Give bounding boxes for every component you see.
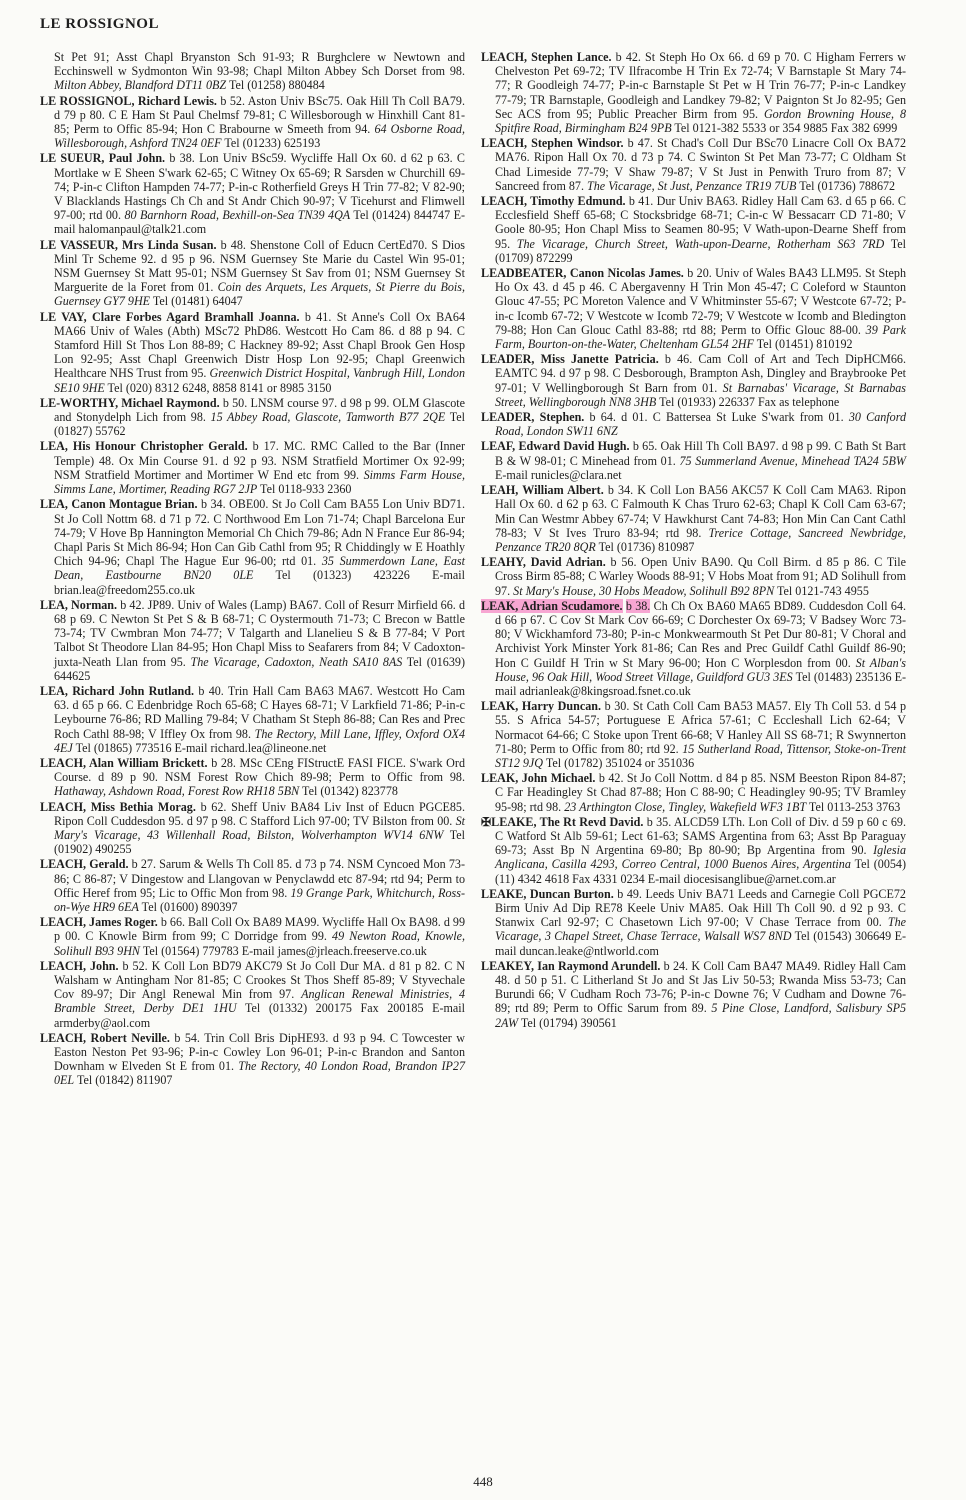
entry-address: 49 Newton Road, Knowle, Solihull B93 9HN bbox=[54, 929, 465, 958]
entry-address: Trerice Cottage, Sancreed Newbridge, Penzance TR20 8QR bbox=[495, 525, 906, 554]
directory-entry bbox=[481, 483, 906, 554]
entry-career: b 41. St Anne's Coll Ox BA64 MA66 Univ of Wales (Abth) MSc72 PhD86. Westcott Ho Cam 86. d 88 p 94. C Stamford Hill St Thos Lon 88-89; C Hackney 89-92; Asst Chapl Brook Gen Hosp Lon 92-95; Asst Chapl Greenwich Distr Hosp Lon 92-95; Chapl Greenwich Healthcare NHS Trust from 95. bbox=[54, 309, 465, 381]
entry-address: Greenwich District Hospital, Vanbrugh Hill, London SE10 9HE bbox=[54, 366, 465, 395]
entry-contact: Tel (01424) 844747 E-mail halomanpaul@talk21.com bbox=[54, 208, 465, 237]
entry-address: The Rectory, 40 London Road, Brandon IP27 0EL bbox=[54, 1059, 465, 1088]
running-head: LE ROSSIGNOL bbox=[40, 16, 159, 32]
entry-address: Gordon Browning House, 8 Spitfire Road, Birmingham B24 9PB bbox=[495, 106, 906, 136]
directory-entry bbox=[40, 238, 465, 309]
entry-career: b 38. Lon Univ BSc59. Wycliffe Hall Ox 60. d 62 p 63. C Mortlake w E Sheen S'wark 62-65; C Witney Ox 65-69; R Sarsden w Churchill 69-74; P-in-c Clifton Hampden 74-77; P-in-c Rotherfield Greys H Trin 77-82; V 82-90; V Blacklands Hastings Ch Ch and St Andr Chich 90-97; V Ticehurst and Flimwell 97-00; rtd 00. bbox=[54, 151, 465, 223]
entry-name: LEADER, Stephen. bbox=[481, 410, 585, 425]
directory-entry bbox=[40, 756, 465, 799]
entry-name: LE VAY, Clare Forbes Agard Bramhall Joanna. bbox=[40, 309, 300, 324]
directory-entry bbox=[40, 857, 465, 914]
entry-name: LEACH, Stephen Lance. bbox=[481, 50, 612, 64]
entry-contact: Tel 0121-743 4955 bbox=[777, 583, 869, 598]
entry-career: b 52. Aston Univ BSc75. Oak Hill Th Coll BA79. d 79 p 80. C E Ham St Paul Chelmsf 79-81; C Willesborough w Hinxhill Cant 81-85; Perm to Offic 85-94; Hon C Brabourne w Smeeth from 94. bbox=[54, 93, 465, 137]
entry-name: LEAHY, David Adrian. bbox=[481, 555, 606, 570]
entry-contact: Tel (01564) 779783 E-mail james@jrleach.freeserve.co.uk bbox=[142, 943, 427, 958]
entry-name: LE ROSSIGNOL, Richard Lewis. bbox=[40, 93, 217, 108]
entry-address: Coin des Arquets, Les Arquets, St Pierre du Bois, Guernsey GY7 9HE bbox=[54, 280, 465, 309]
entry-career: b 27. Sarum & Wells Th Coll 85. d 73 p 74. NSM Cyncoed Mon 73-86; C 86-87; V Dingestow and Llangovan w Penyclawdd etc 87-94; rtd 94; Perm to Offic Heref from 95; Lic to Offic Mon from 98. bbox=[54, 857, 465, 900]
left-column bbox=[40, 50, 465, 1089]
entry-career: b 66. Ball Coll Ox BA89 MA99. Wycliffe Hall Ox BA98. d 99 p 00. C Knowle Birm from 99; C Dorridge from 99. bbox=[54, 915, 466, 944]
directory-entry bbox=[40, 310, 465, 395]
entry-name: LEA, Norman. bbox=[40, 597, 118, 612]
entry-name: LEADER, Miss Janette Patricia. bbox=[481, 352, 659, 367]
entry-career: b 40. Trin Hall Cam BA63 MA67. Westcott Ho Cam 63. d 65 p 66. C Edenbridge Roch 65-68; C Hayes 68-71; V Larkfield 71-86; P-in-c Leybourne 76-86; RD Malling 79-84; V Chatham St Steph 86-88; Can Res and Prec Roch Cathl 88-98; V Iffley Ox from 98. bbox=[54, 683, 465, 741]
entry-contact: Tel (01639) 644625 bbox=[54, 654, 465, 683]
entry-name: LEAF, Edward David Hugh. bbox=[481, 439, 630, 454]
entry-career: b 30. St Cath Coll Cam BA53 MA57. Ely Th Coll 53. d 54 p 55. S Africa 54-57; Portuguese E Africa 57-61; C Eccleshall Lich 62-64; V Normacot 64-66; C Stoke upon Trent 66-68; V Hanley All SS 68-71; R Swynnerton 71-80; Perm to Offic from 80; rtd 92. bbox=[495, 699, 906, 756]
directory-entry bbox=[481, 815, 906, 886]
entry-address: Anglican Renewal Ministries, 4 Bramble Street, Derby DE1 1HU bbox=[54, 987, 465, 1016]
directory-entry bbox=[481, 136, 906, 193]
entry-contact: Tel (0054) (11) 4342 4618 Fax 4331 0234 E-mail diocesisanglibue@arnet.com.ar bbox=[495, 857, 906, 886]
entry-address: 23 Arthington Close, Tingley, Wakefield WF3 1BT bbox=[564, 799, 807, 814]
entry-career: b 42. St Steph Ho Ox 66. d 69 p 70. C Higham Ferrers w Chelveston Pet 69-72; TV Ilfracombe H Trin Ex 72-74; V Barnstaple St Mary 74-77; R Goodleigh 74-77; P-in-c Barnstaple St Pet w H Trin 76-77; P-in-c Landkey 77-79; TR Barnstaple, Goodleigh and Landkey 79-82; V Paignton St Jo 82-95; Gen Sec ACS from 95; Public Preacher Birm from 95. bbox=[495, 50, 907, 121]
entry-contact: Tel (01258) 880484 bbox=[228, 78, 325, 93]
entry-name: LE-WORTHY, Michael Raymond. bbox=[40, 395, 220, 410]
entry-name: ✠LEAKE, The Rt Revd David. bbox=[481, 814, 644, 829]
entry-address: St Mary's House, 30 Hobs Meadow, Solihull B92 8PN bbox=[513, 583, 775, 598]
directory-entry bbox=[481, 599, 906, 698]
entry-name: LEAK, John Michael. bbox=[481, 771, 596, 786]
entry-contact: Tel (01483) 235136 E-mail adrianleak@8kingsroad.fsnet.co.uk bbox=[495, 669, 906, 698]
entry-career: b 42. JP89. Univ of Wales (Lamp) BA67. Coll of Resurr Mirfield 66. d 68 p 69. C Newton St Pet S & B 68-71; C Oystermouth 71-73; C Brecon w Battle 73-74; TV Cwmbran Mon 74-77; V Talgarth and Llanelieu S & B 77-84; V Port Talbot St Theodore Llan 84-95; Hon Chapl Miss to Seafarers from 84; V Cadoxton-juxta-Neath Llan from 95. bbox=[54, 597, 465, 669]
directory-entry bbox=[481, 959, 906, 1030]
entry-name: LE SUEUR, Paul John. bbox=[40, 151, 166, 166]
entry-address: St Alban's House, 96 Oak Hill, Wood Street Village, Guildford GU3 3ES bbox=[495, 655, 906, 684]
entry-career: b 49. Leeds Univ BA71 Leeds and Carnegie Coll PGCE72 Birm Univ Ad Dip RE78 Keele Univ MA85. Oak Hill Th Coll 90. d 92 p 93. C Stanwix Carl 92-97; C Chasetown Lich 97-00; V Chase Terrace from 00. bbox=[495, 886, 906, 930]
entry-career: b 48. Shenstone Coll of Educn CertEd70. S Dios Minl Tr Scheme 92. d 95 p 96. NSM Guernsey Ste Marie du Castel Win 95-01; NSM Guernsey St Matt 95-01; NSM Guernsey St Sav from 01; NSM Guernsey St Marguerite de la Foret from 01. bbox=[54, 237, 465, 295]
entry-contact: Tel (01233) 625193 bbox=[224, 136, 321, 151]
entry-contact: Tel (01709) 872299 bbox=[495, 236, 906, 265]
entry-career: b 54. Trin Coll Bris DipHE93. d 93 p 94. C Towcester w Easton Neston Pet 93-96; P-in-c Cowley Lon 96-01; P-in-c Brandon and Santon Downham w Elveden St E from 01. bbox=[54, 1030, 466, 1074]
directory-entry bbox=[481, 555, 906, 598]
entry-name: LEACH, Robert Neville. bbox=[40, 1030, 170, 1045]
entry-career: b 17. MC. RMC Called to the Bar (Inner Temple) 48. Ox Min Course 91. d 92 p 93. NSM Stratfield Mortimer Ox 92-99; NSM Stratfield Mortimer and Mortimer W End etc from 99. bbox=[54, 439, 466, 482]
entry-address: 80 Barnhorn Road, Bexhill-on-Sea TN39 4QA bbox=[124, 208, 351, 223]
directory-entry bbox=[40, 50, 465, 93]
entry-career: b 50. LNSM course 97. d 98 p 99. OLM Glascote and Stonydelph Lich from 98. bbox=[54, 395, 466, 425]
directory-entry bbox=[481, 50, 906, 135]
entry-name: LEACH, Stephen Windsor. bbox=[481, 136, 624, 151]
entry-address: The Vicarage, St Just, Penzance TR19 7UB bbox=[587, 178, 797, 193]
directory-entry bbox=[40, 497, 465, 596]
entry-contact: Tel (01865) 773516 E-mail richard.lea@lineone.net bbox=[75, 740, 327, 755]
entry-contact: Tel (01342) 823778 bbox=[302, 784, 398, 799]
entry-career: b 35. ALCD59 LTh. Lon Coll of Div. d 59 p 60 c 69. C Watford St Alb 59-61; Lect 61-63; SAMS Argentina from 63; Asst Bp Paraguay 69-73; Asst Bp N Argentina 69-80; Bp 80-90; Bp Argentina from 90. bbox=[495, 814, 906, 858]
entry-address: Milton Abbey, Blandford DT11 0BZ bbox=[54, 78, 227, 93]
entry-name: LEAKE, Duncan Burton. bbox=[481, 886, 614, 901]
entry-contact: Tel 0121-382 5533 or 354 9885 Fax 382 6999 bbox=[674, 121, 898, 136]
entry-address: St Barnabas' Vicarage, St Barnabas Street, Wellingborough NN8 3HB bbox=[495, 380, 906, 409]
directory-entry bbox=[481, 699, 906, 770]
directory-entry bbox=[40, 915, 465, 958]
entry-address: Hathaway, Ashdown Road, Forest Row RH18 5BN bbox=[54, 784, 300, 799]
entry-address: The Vicarage, Cadoxton, Neath SA10 8AS bbox=[190, 654, 403, 669]
entry-name: LEAH, William Albert. bbox=[481, 483, 604, 498]
entry-career: b 34. K Coll Lon BA56 AKC57 K Coll Cam MA63. Ripon Hall Ox 60. d 62 p 63. C Falmouth K Chas Truro 62-63; Chapl K Coll Cam 63-67; Min Can Westmr Abbey 67-74; V Hawkhurst Cant 74-83; Hon Min Can Cant Cathl 78-83; V St Ives Truro 83-94; rtd 98. bbox=[495, 483, 907, 540]
entry-name: LEA, His Honour Christopher Gerald. bbox=[40, 439, 248, 454]
entry-address: 5 Pine Close, Landford, Salisbury SP5 2AW bbox=[495, 1001, 907, 1030]
entry-contact: Tel (01933) 226337 Fax as telephone bbox=[659, 394, 840, 409]
entry-contact: Tel (01736) 810987 bbox=[598, 539, 695, 554]
directory-entry bbox=[40, 598, 465, 683]
entry-address: 75 Summerland Avenue, Minehead TA24 5BW bbox=[679, 453, 907, 468]
entry-career: b 38. Ch Ch Ox BA60 MA65 BD89. Cuddesdon Coll 64. d 66 p 67. C Cov St Mark Cov 66-69; C Dorchester Ox 69-73; V Badsey Worc 73-80; V Wickhamford 73-80; P-in-c Monkwearmouth St Pet Dur 80-81; V Choral and Archivist York Minster York 81-86; Can Res and Prec Guildf Cathl Guildf 86-90; Hon C Guildf H Trin w St Mary 96-00; Hon C Worplesdon from 00. bbox=[495, 598, 907, 670]
directory-entry bbox=[40, 151, 465, 236]
directory-entry bbox=[40, 439, 465, 496]
directory-entry bbox=[481, 266, 906, 351]
directory-entry bbox=[40, 684, 465, 755]
entry-name: LEACH, Alan William Brickett. bbox=[40, 755, 208, 770]
entry-name: LEACH, Miss Bethia Morag. bbox=[40, 799, 196, 814]
entry-contact: Tel (01782) 351024 or 351036 bbox=[545, 755, 695, 770]
entry-contact: Tel (01543) 306649 E-mail duncan.leake@ntlworld.com bbox=[495, 929, 907, 958]
entry-career: b 24. K Coll Cam BA47 MA49. Ridley Hall Cam 48. d 50 p 51. C Litherland St Jo and St Jas Liv 50-53; Rwanda Miss 53-73; Can Burundi 66; V Cudham Roch 73-76; P-in-c Downe 76; V Cudham and Downe 76-89; rtd 89; Perm to Offic Sarum from 89. bbox=[495, 958, 906, 1016]
directory-entry bbox=[40, 1031, 465, 1088]
entry-career: b 28. MSc CEng FIStructE FASI FICE. S'wark Ord Course. d 89 p 90. NSM Forest Row Chich 89-98; Perm to Offic from 98. bbox=[54, 755, 465, 785]
entry-contact: Tel 0118-933 2360 bbox=[260, 482, 352, 497]
entry-name: LEADBEATER, Canon Nicolas James. bbox=[481, 266, 684, 281]
entry-address: 15 Sutherland Road, Tittensor, Stoke-on-Trent ST12 9JQ bbox=[495, 741, 906, 770]
entry-address: The Rectory, Mill Lane, Iffley, Oxford OX4 4EJ bbox=[54, 726, 465, 755]
entry-contact: Tel (01842) 811907 bbox=[76, 1073, 173, 1088]
entry-career: b 42. St Jo Coll Nottm. d 84 p 85. NSM Beeston Ripon 84-87; C Far Headingley St Chad 87-88; Hon C 88-90; C Headingley 90-95; TV Bramley 95-98; rtd 98. bbox=[495, 771, 906, 814]
entry-contact: Tel (01827) 55762 bbox=[54, 410, 465, 439]
directory-entry bbox=[481, 194, 906, 265]
entry-contact: E-mail runicles@clara.net bbox=[495, 467, 622, 482]
highlight-mark: b 38. bbox=[625, 598, 651, 613]
entry-address: The Vicarage, 3 Chapel Street, Chase Terrace, Walsall WS7 8ND bbox=[495, 915, 906, 944]
entry-career: b 56. Open Univ BA90. Qu Coll Birm. d 85 p 86. C Tile Cross Birm 85-88; C Warley Woods 88-91; V Hobs Moat from 91; AD Solihull from 97. bbox=[495, 555, 906, 598]
entry-name: LEAK, Harry Duncan. bbox=[481, 699, 602, 714]
directory-entry bbox=[481, 439, 906, 482]
directory-entry bbox=[481, 771, 906, 814]
entry-contact: Tel (01451) 810192 bbox=[756, 337, 853, 352]
entry-career: b 46. Cam Coll of Art and Tech DipHCM66. EAMTC 94. d 97 p 98. C Desborough, Brampton Ash, Dingley and Braybrooke Pet 97-01; V Wellingborough St Barn from 01. bbox=[495, 352, 906, 395]
right-column bbox=[481, 50, 906, 1031]
entry-name: LEA, Canon Montague Brian. bbox=[40, 497, 198, 512]
entry-name: LEACH, James Roger. bbox=[40, 915, 158, 930]
entry-career: b 34. OBE00. St Jo Coll Cam BA55 Lon Univ BD71. St Jo Coll Nottm 68. d 71 p 72. C Northwood Em Lon 71-74; Chapl Barcelona Eur 74-79; V Hove Bp Hannington Memorial Ch Chich 79-86; Adn N France Eur 86-94; Chapl Paris St Mich 86-94; Hon Can Gib Cathl from 95; R Chiddingly w E Hoathly Chich 94-96; Chapl The Hague Eur 96-00; rtd 01. bbox=[54, 497, 466, 569]
entry-address: Iglesia Anglicana, Casilla 4293, Correo Central, 1000 Buenos Aires, Argentina bbox=[495, 843, 906, 872]
entry-address: St Mary's Vicarage, 43 Willenhall Road, Bilston, Wolverhampton WV14 6NW bbox=[54, 813, 465, 842]
directory-entry bbox=[481, 410, 906, 438]
directory-entry bbox=[40, 800, 465, 857]
entry-address: 19 Grange Park, Whitchurch, Ross-on-Wye HR9 6EA bbox=[54, 885, 465, 914]
entry-contact: Tel (01332) 200175 Fax 200185 E-mail armderby@aol.com bbox=[54, 1001, 465, 1030]
page-number: 448 bbox=[473, 1474, 493, 1489]
entry-address: 35 Summerdown Lane, East Dean, Eastbourne BN20 0LE bbox=[54, 554, 465, 583]
directory-entry bbox=[40, 959, 465, 1030]
entry-name: LEAKEY, Ian Raymond Arundell. bbox=[481, 958, 661, 973]
directory-entry bbox=[481, 352, 906, 409]
entry-contact: Tel 0113-253 3763 bbox=[808, 799, 901, 814]
entry-name: LEACH, Gerald. bbox=[40, 857, 129, 872]
entry-contact: Tel (01600) 890397 bbox=[141, 899, 238, 914]
entry-address: 64 Osborne Road, Willesborough, Ashford TN24 0EF bbox=[54, 122, 466, 151]
entry-career: St Pet 91; Asst Chapl Bryanston Sch 91-93; R Burghclere w Newtown and Ecchinswell w Sydmonton Win 93-98; Chapl Milton Abbey Sch Dorset from 98. bbox=[54, 50, 465, 79]
entry-career: b 47. St Chad's Coll Dur BSc70 Linacre Coll Ox BA72 MA76. Ripon Hall Ox 70. d 73 p 74. C Swinton St Pet Man 73-77; C Oldham St Chad Limeside 77-79; V Shaw 79-87; V St Just in Penwith Truro from 87; V Sancreed from 87. bbox=[495, 136, 906, 193]
directory-entry bbox=[40, 94, 465, 151]
entry-career: b 52. K Coll Lon BD79 AKC79 St Jo Coll Dur MA. d 81 p 82. C N Walsham w Antingham Nor 81-85; C Crookes St Thos Sheff 85-89; V Styvechale Cov 89-97; Dir Angl Renewal Min from 97. bbox=[54, 958, 466, 1002]
directory-entry bbox=[481, 887, 906, 958]
entry-address: Simms Farm House, Simms Lane, Mortimer, Reading RG7 2JP bbox=[54, 467, 465, 497]
entry-contact: Tel (01794) 390561 bbox=[520, 1015, 617, 1030]
entry-career: b 62. Sheff Univ BA84 Liv Inst of Educn PGCE85. Ripon Coll Cuddesdon 95. d 97 p 98. C Stafford Lich 97-00; TV Bilston from 00. bbox=[54, 799, 465, 828]
entry-name: LEA, Richard John Rutland. bbox=[40, 683, 195, 698]
entry-career: b 65. Oak Hill Th Coll BA97. d 98 p 99. C Bath St Bart B & W 98-01; C Minehead from 01. bbox=[495, 439, 907, 468]
entry-address: 39 Park Farm, Bourton-on-the-Water, Cheltenham GL54 2HF bbox=[495, 322, 906, 352]
directory-entry bbox=[40, 396, 465, 439]
entry-career: b 41. Dur Univ BA63. Ridley Hall Cam 63. d 65 p 66. C Ecclesfield Sheff 65-68; C Stocksbridge 68-71; C-in-c W Bessacarr CD 71-80; V Goole 80-95; Hon Chapl Miss to Seamen 80-95; V Wath-upon-Dearne Sheff from 95. bbox=[495, 194, 906, 251]
entry-address: The Vicarage, Church Street, Wath-upon-Dearne, Rotherham S63 7RD bbox=[516, 236, 885, 251]
entry-contact: Tel (020) 8312 6248, 8858 8141 or 8985 3150 bbox=[107, 380, 332, 395]
entry-contact: Tel (01323) 423226 E-mail brian.lea@freedom255.co.uk bbox=[54, 568, 466, 597]
entry-career: b 20. Univ of Wales BA43 LLM95. St Steph Ho Ox 43. d 45 p 46. C Abergavenny H Trin Mon 45-47; C Coleford w Staunton Glouc 47-55; PC Moreton Valence and V Whitminster 55-67; V Westcote 67-72; P-in-c Icomb 67-72; V Westcote w Icomb 72-79; V Westcote w Icomb and Bledington 79-88; Hon Can Glouc Cathl 83-88; rtd 88; Perm to Offic Glouc 88-00. bbox=[495, 266, 906, 337]
entry-address: 30 Canford Road, London SW11 6NZ bbox=[495, 410, 907, 439]
entry-name: LE VASSEUR, Mrs Linda Susan. bbox=[40, 237, 217, 252]
entry-career: b 64. d 01. C Battersea St Luke S'wark from 01. bbox=[589, 410, 844, 425]
entry-address: 15 Abbey Road, Glascote, Tamworth B77 2QE bbox=[210, 410, 446, 425]
entry-contact: Tel (01736) 788672 bbox=[799, 178, 896, 193]
entry-contact: Tel (01481) 64047 bbox=[152, 294, 243, 309]
entry-name: LEACH, John. bbox=[40, 958, 119, 973]
entry-contact: Tel (01902) 490255 bbox=[54, 827, 465, 857]
entry-name: LEACH, Timothy Edmund. bbox=[481, 194, 626, 209]
entry-name: LEAK, Adrian Scudamore. bbox=[481, 598, 623, 613]
